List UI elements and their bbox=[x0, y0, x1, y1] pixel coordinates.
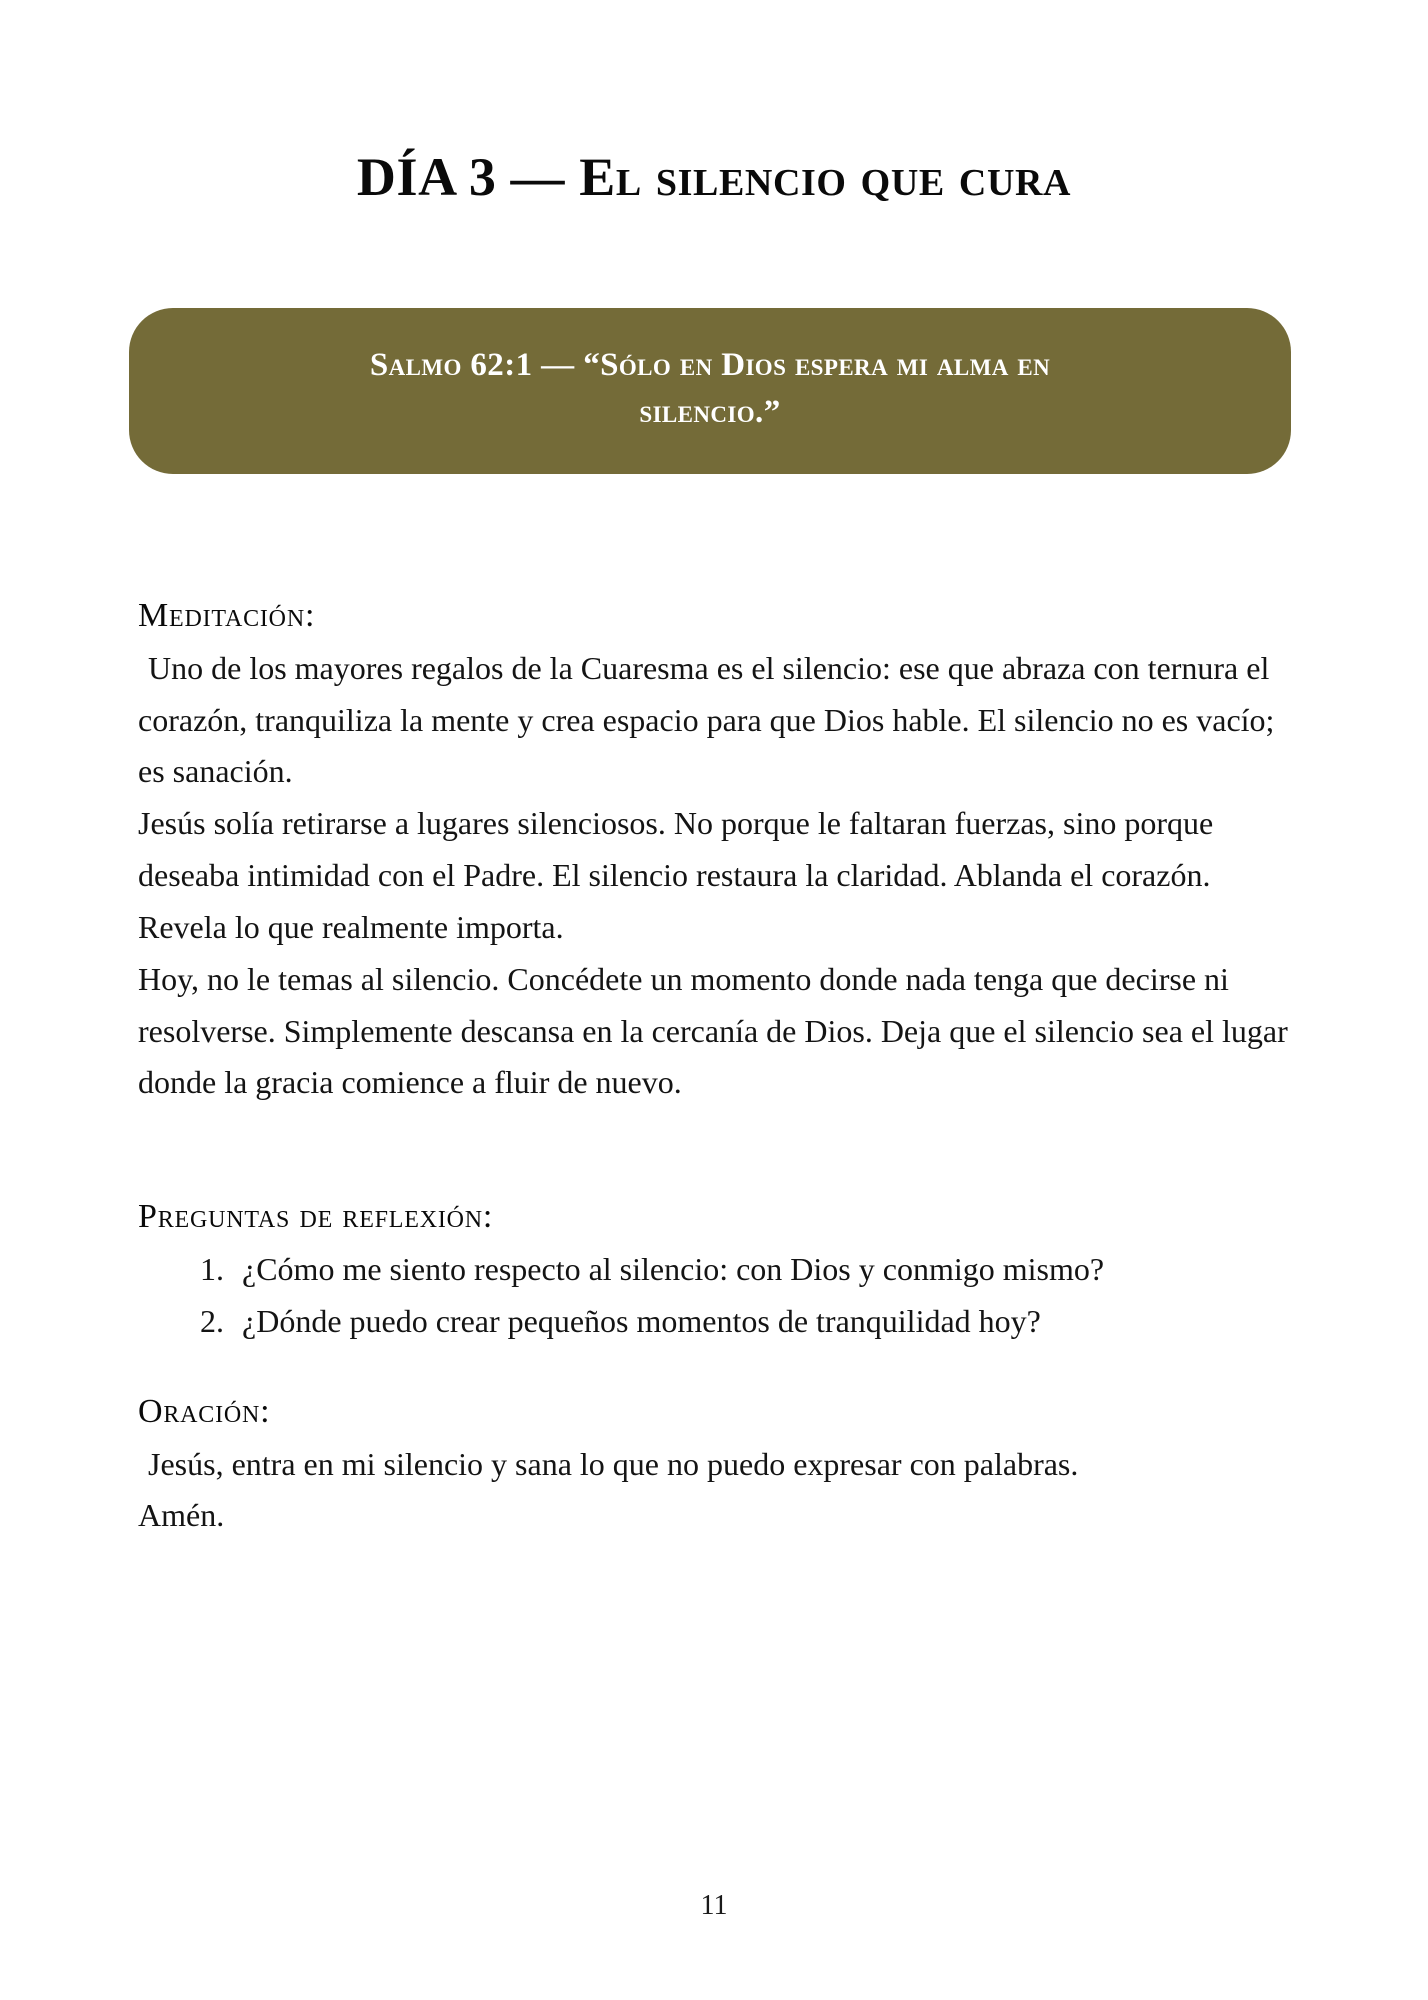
page-number: 11 bbox=[700, 1890, 728, 1921]
prayer-line-2: Amén. bbox=[138, 1497, 225, 1534]
meditation-heading: Meditación: bbox=[138, 597, 316, 634]
question-number: 2. bbox=[200, 1302, 224, 1339]
page-content bbox=[138, 596, 1298, 1542]
question-text: ¿Cómo me siento respecto al silencio: con Dios y conmigo mismo? bbox=[242, 1251, 1105, 1288]
prayer-line-1: Jesús, entra en mi silencio y sana lo que no puedo expresar con palabras. bbox=[148, 1445, 1079, 1482]
meditation-paragraph-3: Hoy, no le temas al silencio. Concédete un momento donde nada tenga que decirse ni resolverse. Simplemente descansa en la cercanía de Dios. Deja que el silencio sea el lugar donde la gracia comience a fluir de nuevo. bbox=[138, 960, 1288, 1101]
verse-line-2: silencio.” bbox=[639, 393, 781, 430]
scripture-verse-box bbox=[129, 308, 1291, 474]
question-number: 1. bbox=[200, 1251, 224, 1288]
page-title: DÍA 3 — El silencio que cura bbox=[356, 147, 1072, 208]
section-spacer bbox=[138, 1109, 1298, 1197]
section-spacer bbox=[138, 1348, 1298, 1392]
meditation-paragraph-2: Jesús solía retirarse a lugares silenciosos. No porque le faltaran fuerzas, sino porque deseaba intimidad con el Padre. El silencio restaura la claridad. Ablanda el corazón. Revela lo que realmente importa. bbox=[138, 805, 1214, 945]
prayer-heading: Oración: bbox=[138, 1392, 271, 1430]
reflection-heading: Preguntas de reflexión: bbox=[138, 1198, 494, 1236]
scripture-verse-text bbox=[370, 342, 1050, 436]
question-text: ¿Dónde puedo crear pequeños momentos de tranquilidad hoy? bbox=[242, 1302, 1041, 1339]
list-item bbox=[200, 1296, 1298, 1348]
list-item bbox=[200, 1244, 1298, 1296]
verse-line-1: Salmo 62:1 — “Sólo en Dios espera mi alma en bbox=[369, 347, 1051, 383]
meditation-paragraph-1: Uno de los mayores regalos de la Cuaresma es el silencio: ese que abraza con ternura el corazón, tranquiliza la mente y crea espacio para que Dios hable. El silencio no es vacío; es sanación. bbox=[138, 649, 1275, 790]
reflection-question-list bbox=[138, 1244, 1298, 1348]
